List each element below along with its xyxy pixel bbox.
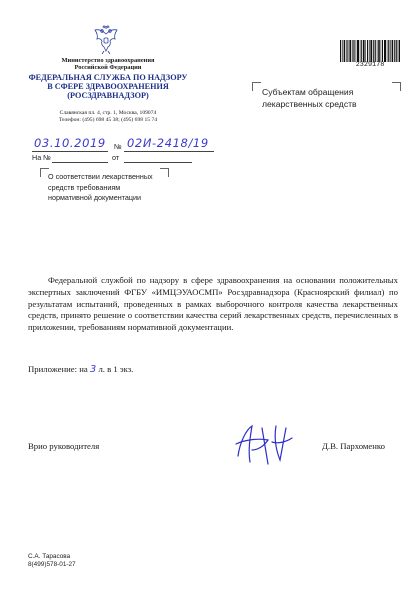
barcode-image (340, 40, 400, 62)
ministry-name-line-1: Министерство здравоохранения (61, 57, 155, 64)
recipient-bracket-top-left (252, 82, 261, 91)
signatory-title: Врио руководителя (28, 441, 100, 451)
subject-bracket-top-right (160, 168, 169, 177)
recipient-bracket-top-right (392, 82, 401, 91)
russian-emblem-icon (93, 25, 119, 55)
registration-number: 02И-2418/19 (127, 136, 209, 150)
reference-number-label: На № (32, 153, 51, 162)
registration-number-label: № (114, 142, 122, 151)
registration-date: 03.10.2019 (34, 136, 106, 150)
appendix-suffix: л. в 1 экз. (98, 364, 134, 374)
reference-date-label: от (112, 153, 120, 162)
recipient-line-2: лекарственных средств (262, 99, 357, 109)
ministry-name-line-2: Российской Федерации (74, 64, 142, 71)
subject-line-2: средств требованиям (48, 182, 121, 192)
executor-name: С.А. Тарасова (28, 553, 71, 560)
number-underline (124, 151, 214, 152)
subject-line-3: нормативной документации (48, 193, 142, 203)
barcode-number: 2329178 (355, 61, 385, 69)
handwritten-signature (228, 420, 298, 468)
recipient-block (262, 86, 357, 110)
appendix-prefix: Приложение: на (28, 364, 88, 374)
service-name-line-1: ФЕДЕРАЛЬНАЯ СЛУЖБА ПО НАДЗОРУ (28, 73, 188, 82)
service-name-line-3: (РОСЗДРАВНАДЗОР) (67, 91, 149, 100)
date-underline (32, 151, 108, 152)
service-address: Славянская пл. 4, стр. 1, Москва, 109074 (59, 110, 157, 116)
subject-block (48, 172, 153, 204)
signatory-name: Д.В. Пархоменко (322, 441, 386, 451)
service-name-line-2: В СФЕРЕ ЗДРАВООХРАНЕНИЯ (47, 82, 169, 91)
recipient-line-1: Субъектам обращения (262, 87, 354, 97)
service-phone: Телефон: (495) 698 45 38; (495) 698 15 74 (58, 117, 158, 123)
reference-number-underline (52, 162, 108, 163)
appendix-line (28, 364, 133, 375)
appendix-pages: 3 (89, 364, 97, 375)
executor-phone: 8(499)578-01-27 (28, 561, 76, 568)
reference-date-underline (124, 162, 192, 163)
subject-line-1: О соответствии лекарственных (48, 172, 153, 181)
body-paragraph: Федеральной службой по надзору в сфере здравоохранения на основании положительных экспертных заключений ФГБУ «ИМЦЭУАОСМП» Росздравнадзора (Красноярский филиал) по результатам испытаний, проведенных в рамках выборочного контроля качества лекарственных средств, принято решение о соответствии качества серий лекарственных средств, перечисленных в приложении, требованиям нормативной документации. (28, 275, 398, 333)
